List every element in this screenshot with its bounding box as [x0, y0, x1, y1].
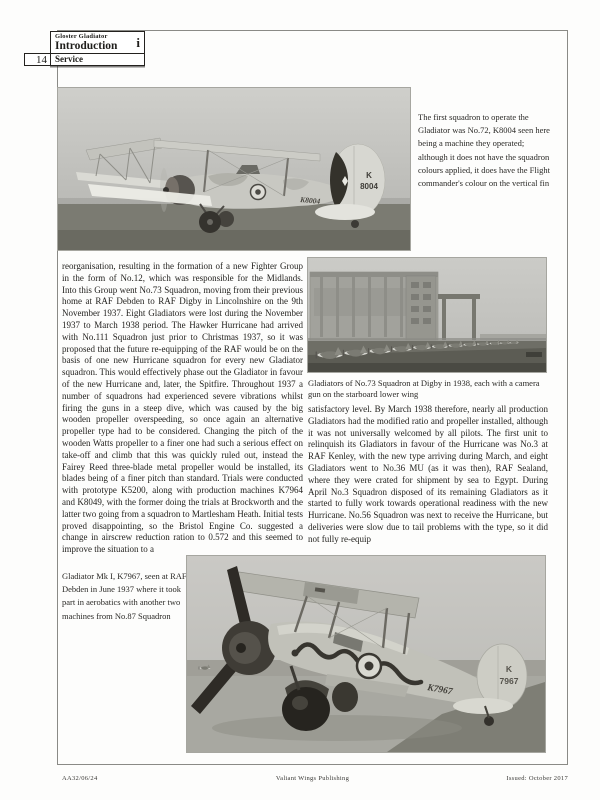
- fin-serial-letter: K: [366, 171, 372, 180]
- body-left-column: reorganisation, resulting in the formation of a new Fighter Group in the form of No.12, which was responsible for the Midlands. Into this Group went No.73 Squadron, moving from their previous home at RAF Debden to RAF Digby in Lincolnshire on the 9th November 1937. Eight Gladiators were lost during the November 1937 to March 1938 period. The Hawker Hurricane had arrived with No.111 Squadron just prior to Christmas 1937, so it was proposed that the future re-equipping of the RAF would be on the basis of one new Hurricane squadron for every new Gladiator squadron. This would effectively phase out the Gladiator in favour of the new Hurricane and, later, the Spitfire. Throughout 1937 a number of squadrons had experienced severe vibrations whilst firing the guns in a steep dive, which was caused by the big wooden propeller overspeeding, so once again an alternative propeller type had to be considered. Changing the pitch of the wooden Watts propeller to a finer one had such a serious effect on take-off and climb that this was quickly ruled out, instead the Fairey Reed three-blade metal propeller would be installed, its blades being of a finer pitch than standard. Trials were conducted with prototype K5200, along with production machines K7964 and K8049, with the former doing the trials at Brockworth and the latter two going from a squadron to Martlesham Heath. Initial tests proved disappointing, so the Bristol Engine Co. suggested a change in airscrew reduction ration to 0.572 and this seemed to improve the situation to a: [62, 261, 303, 555]
- info-icon: i: [136, 35, 140, 50]
- page-number: 14: [24, 53, 50, 66]
- footer-publisher: Valiant Wings Publishing: [275, 775, 350, 782]
- tailplane: [315, 204, 375, 220]
- header-section-box: [50, 31, 145, 54]
- section-title: Introduction: [55, 40, 118, 52]
- fin-serial-number: 7967: [499, 676, 519, 686]
- fin-serial-number: 8004: [360, 182, 378, 191]
- footer-issue-date: Issued: October 2017: [506, 775, 568, 782]
- main-wheel: [282, 687, 330, 731]
- photo-gladiator-k8004: [58, 88, 410, 250]
- photo-gladiator-k7967: [187, 556, 545, 752]
- caption-top-photo: The first squadron to operate the Gladiator was No.72, K8004 seen here being a machine they operated; although it does not have the squadron colours applied, it does have the Flight commander's colour on the vertical fin: [418, 112, 550, 189]
- hangar-tower: [406, 276, 436, 340]
- photo-digby-lineup: [308, 258, 546, 372]
- fuselage-serial: K8004: [299, 195, 321, 206]
- chapter-tab: Service: [50, 53, 145, 66]
- footer-reference-code: AA32/06/24: [62, 775, 98, 782]
- caption-bottom-photo: Gladiator Mk I, K7967, seen at RAF Debden in June 1937 where it took part in aerobatics with another two machines from No.87 Squadron: [62, 571, 187, 621]
- series-title: Gloster Gladiator: [55, 33, 108, 40]
- body-right-column: satisfactory level. By March 1938 therefore, nearly all production Gladiators had the modified ratio and propeller installed, although it was not universally welcomed by all pilots. The first unit to relinquish its Gladiators in favour of the Hurricane was No.3 at RAF Kenley, with the new type arriving during March, and eight Gladiators went to No.36 MU (as it was then), RAF Sealand, where they were crated for shipment by sea to Egypt. During April No.3 Squadron disposed of its remaining Gladiators as it started to fully work towards operational readiness with the new Hurricane. No.56 Squadron was next to receive the Hurricane, but deliveries were slow due to tail problems with the type, so it did not fully re-equip: [308, 404, 548, 544]
- tailplane: [453, 698, 513, 714]
- caption-middle-photo: Gladiators of No.73 Squadron at Digby in 1938, each with a camera gun on the starboard lower wing: [308, 378, 540, 399]
- fin-serial-letter: K: [505, 664, 513, 674]
- fuselage-serial: K7967: [426, 683, 454, 698]
